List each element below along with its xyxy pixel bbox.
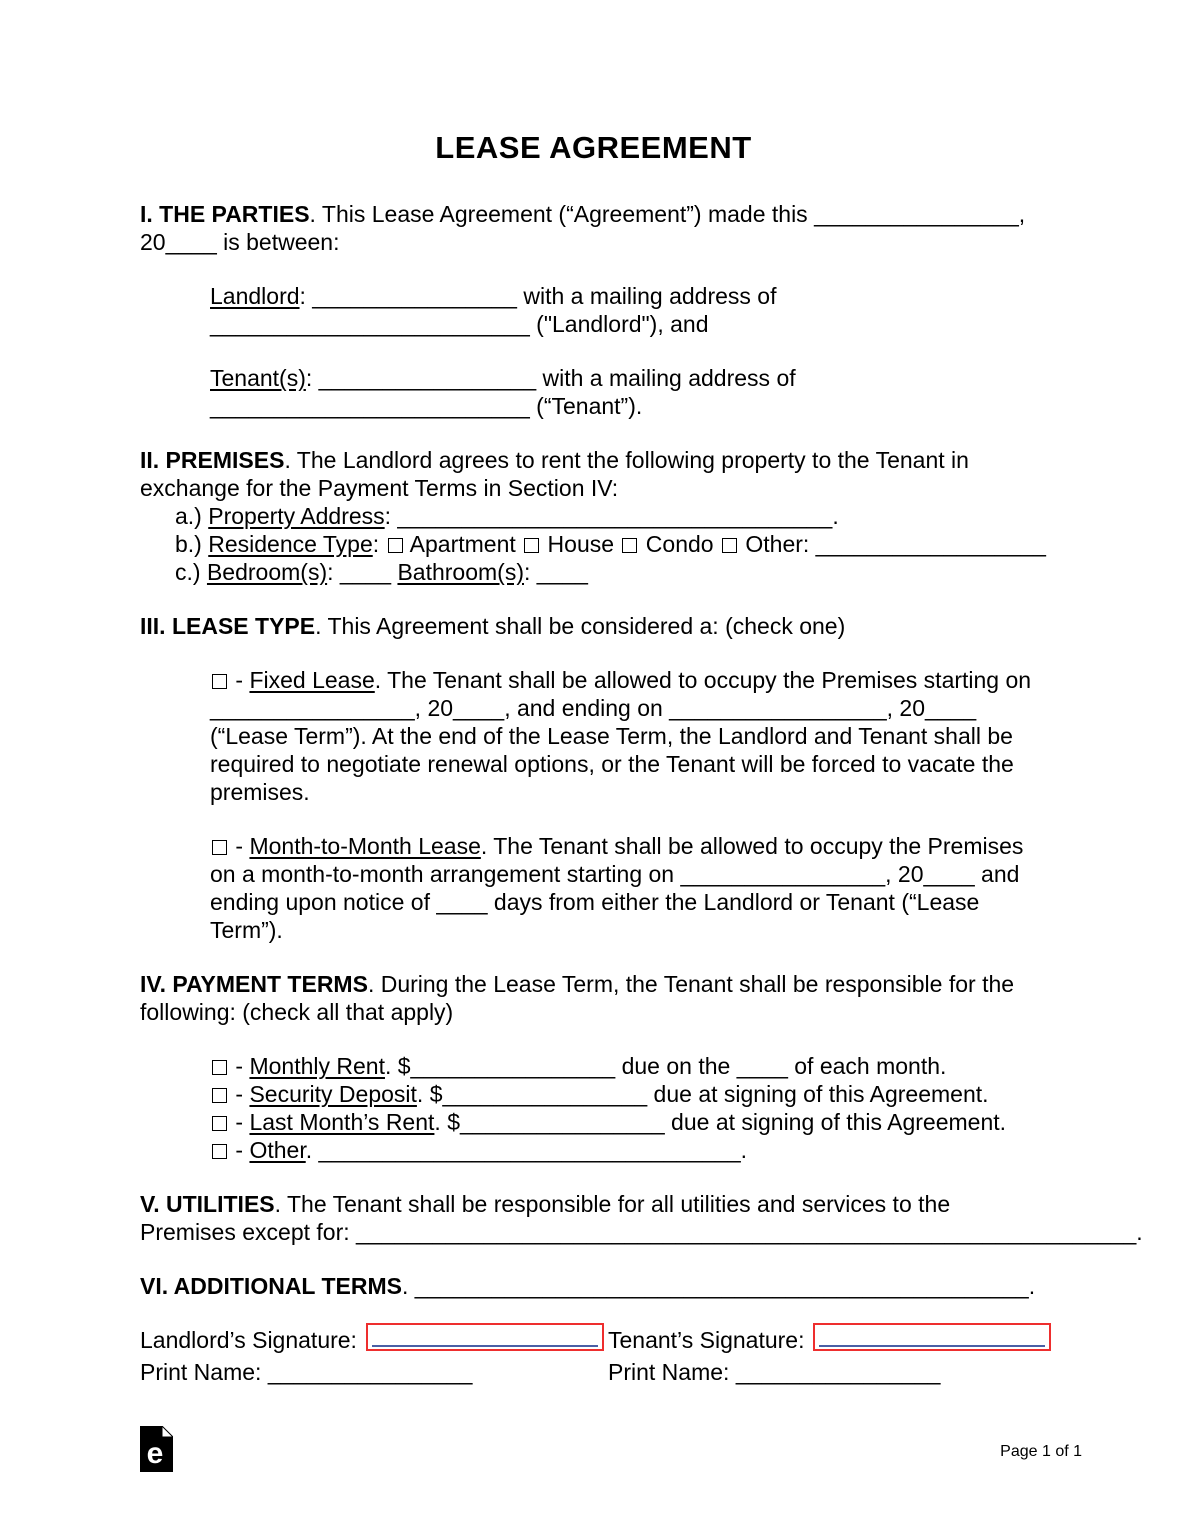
- text-line: [140, 502, 1047, 530]
- underlined-label: Fixed Lease: [249, 667, 375, 693]
- underlined-label: Tenant(s): [210, 365, 306, 391]
- text-segment: . The Tenant shall be allowed to occupy the Premises starting on: [374, 667, 1032, 693]
- underlined-label: Landlord: [210, 283, 300, 309]
- underlined-label: Month-to-Month Lease: [249, 833, 481, 859]
- signature-row: [140, 1326, 1047, 1356]
- text-segment: : _________________ with a mailing address of: [305, 365, 796, 391]
- text-segment: -: [229, 1081, 250, 1107]
- text-segment: -: [229, 1137, 250, 1163]
- text-segment: . $________________ due at signing of this Agreement.: [416, 1081, 989, 1107]
- text-line: [140, 1108, 1047, 1136]
- text-line: [140, 558, 1047, 586]
- tenant-print-name: Print Name: ________________: [608, 1359, 941, 1385]
- text-segment: . The Tenant shall be allowed to occupy the Premises: [480, 833, 1024, 859]
- text-segment: required to negotiate renewal options, or the Tenant will be forced to vacate the: [210, 751, 1014, 777]
- text-segment: a.): [175, 503, 209, 529]
- checkbox-icon[interactable]: [212, 1088, 227, 1103]
- underlined-label: Residence Type: [208, 531, 373, 557]
- text-line: [140, 200, 1047, 228]
- section-heading: VI. ADDITIONAL TERMS: [140, 1273, 402, 1299]
- section-heading: II. PREMISES: [140, 447, 285, 473]
- text-segment: . This Lease Agreement (“Agreement”) made this ________________,: [309, 201, 1026, 227]
- underlined-label: Last Month’s Rent: [249, 1109, 435, 1135]
- text-line: [140, 282, 1047, 310]
- section-heading: III. LEASE TYPE: [140, 613, 316, 639]
- text-line: [140, 446, 1047, 474]
- text-segment: -: [229, 1053, 250, 1079]
- text-segment: House: [541, 531, 621, 557]
- tenant-signature-label: Tenant’s Signature:: [608, 1327, 805, 1353]
- checkbox-icon[interactable]: [212, 1060, 227, 1075]
- section-6-additional-terms: [140, 1272, 1047, 1300]
- checkbox-icon[interactable]: [722, 538, 737, 553]
- text-line: [140, 1136, 1047, 1164]
- landlord-clause: [140, 282, 1047, 338]
- fixed-lease-clause: [140, 666, 1047, 806]
- text-segment: premises.: [210, 779, 310, 805]
- page-number-label: Page 1 of 1: [1000, 1443, 1082, 1460]
- underlined-label: Bedroom(s): [206, 559, 328, 585]
- underlined-label: Other: [249, 1137, 306, 1163]
- checkbox-icon[interactable]: [388, 538, 403, 553]
- text-segment: following: (check all that apply): [140, 999, 454, 1025]
- tenant-clause: [140, 364, 1047, 420]
- text-segment: . _________________________________.: [305, 1137, 748, 1163]
- checkbox-icon[interactable]: [622, 538, 637, 553]
- tenant-signature-field[interactable]: [813, 1323, 1051, 1351]
- section-5-utilities: [140, 1190, 1143, 1246]
- signature-line: [372, 1345, 598, 1347]
- text-segment: b.): [175, 531, 209, 557]
- text-line: [140, 916, 1047, 944]
- checkbox-icon[interactable]: [212, 840, 227, 855]
- landlord-print-name: Print Name: ________________: [140, 1359, 473, 1385]
- text-segment: Condo: [639, 531, 720, 557]
- section-4-payment-terms: [140, 970, 1047, 1026]
- text-segment: Other: __________________: [738, 531, 1046, 557]
- text-segment: . $________________ due on the ____ of each month.: [384, 1053, 947, 1079]
- section-heading: IV. PAYMENT TERMS: [140, 971, 368, 997]
- text-line: [140, 530, 1047, 558]
- text-segment: Premises except for: _____________________________________________________________.: [140, 1219, 1143, 1245]
- underlined-label: Bathroom(s): [397, 559, 524, 585]
- text-line: [140, 970, 1047, 998]
- checkbox-icon[interactable]: [212, 1144, 227, 1159]
- document-title: LEASE AGREEMENT: [435, 130, 752, 165]
- text-segment: -: [229, 667, 250, 693]
- text-segment: . $________________ due at signing of this Agreement.: [434, 1109, 1007, 1135]
- text-line: [140, 666, 1047, 694]
- underlined-label: Security Deposit: [249, 1081, 417, 1107]
- eforms-logo: [140, 1426, 173, 1472]
- text-line: [140, 860, 1047, 888]
- text-segment: : ________________ with a mailing address of: [299, 283, 777, 309]
- text-segment: ________________, 20____, and ending on _________________, 20____: [210, 695, 977, 721]
- section-heading: I. THE PARTIES: [140, 201, 310, 227]
- text-segment: _________________________ ("Landlord"), and: [210, 311, 709, 337]
- checkbox-icon[interactable]: [212, 1116, 227, 1131]
- text-line: [140, 1052, 1047, 1080]
- text-line: [140, 1080, 1047, 1108]
- month-to-month-lease-clause: [140, 832, 1047, 944]
- text-line: [140, 474, 1047, 502]
- checkbox-icon[interactable]: [212, 674, 227, 689]
- text-segment: -: [229, 833, 250, 859]
- text-segment: Term”).: [210, 917, 283, 943]
- text-line: [140, 1218, 1143, 1246]
- text-line: [140, 1190, 1047, 1218]
- text-segment: c.): [175, 559, 207, 585]
- text-segment: Apartment: [404, 531, 523, 557]
- text-segment: . This Agreement shall be considered a: (check one): [315, 613, 846, 639]
- text-segment: _________________________ (“Tenant”).: [210, 393, 643, 419]
- text-line: [140, 750, 1047, 778]
- landlord-signature-label: Landlord’s Signature:: [140, 1327, 357, 1353]
- text-line: [140, 778, 1047, 806]
- text-line: [140, 694, 1047, 722]
- text-segment: : ____: [524, 559, 588, 585]
- section-1-the-parties: [140, 200, 1047, 256]
- checkbox-icon[interactable]: [524, 538, 539, 553]
- text-line: [140, 832, 1047, 860]
- text-line: [140, 310, 1047, 338]
- text-line: [140, 888, 1047, 916]
- text-segment: on a month-to-month arrangement starting on ________________, 20____ and: [210, 861, 1020, 887]
- section-2-premises: [140, 446, 1047, 586]
- text-line: [140, 612, 1047, 640]
- text-segment: : __________________________________.: [384, 503, 839, 529]
- text-segment: : ____: [327, 559, 398, 585]
- text-line: [140, 1272, 1047, 1300]
- document-body: [140, 200, 1143, 1300]
- text-segment: . The Tenant shall be responsible for all utilities and services to the: [274, 1191, 951, 1217]
- text-segment: . The Landlord agrees to rent the following property to the Tenant in: [284, 447, 969, 473]
- text-line: [140, 392, 1047, 420]
- text-segment: 20____ is between:: [140, 229, 340, 255]
- print-name-row: [140, 1358, 1047, 1386]
- text-line: [140, 228, 1047, 256]
- text-segment: -: [229, 1109, 250, 1135]
- payment-items: [140, 1052, 1047, 1164]
- logo-letter: e: [146, 1437, 164, 1470]
- text-segment: . During the Lease Term, the Tenant shall be responsible for the: [367, 971, 1015, 997]
- text-segment: exchange for the Payment Terms in Section IV:: [140, 475, 619, 501]
- document-content: [140, 0, 1143, 1386]
- underlined-label: Property Address: [208, 503, 385, 529]
- section-3-lease-type: [140, 612, 1047, 640]
- signature-line: [819, 1345, 1045, 1347]
- text-segment: . ________________________________________________.: [401, 1273, 1036, 1299]
- text-segment: :: [372, 531, 386, 557]
- text-segment: ending upon notice of ____ days from either the Landlord or Tenant (“Lease: [210, 889, 980, 915]
- underlined-label: Monthly Rent: [249, 1053, 385, 1079]
- section-heading: V. UTILITIES: [140, 1191, 275, 1217]
- text-line: [140, 998, 1047, 1026]
- text-line: [140, 364, 1047, 392]
- text-segment: (“Lease Term”). At the end of the Lease Term, the Landlord and Tenant shall be: [210, 723, 1013, 749]
- landlord-signature-field[interactable]: [366, 1323, 604, 1351]
- text-line: [140, 722, 1047, 750]
